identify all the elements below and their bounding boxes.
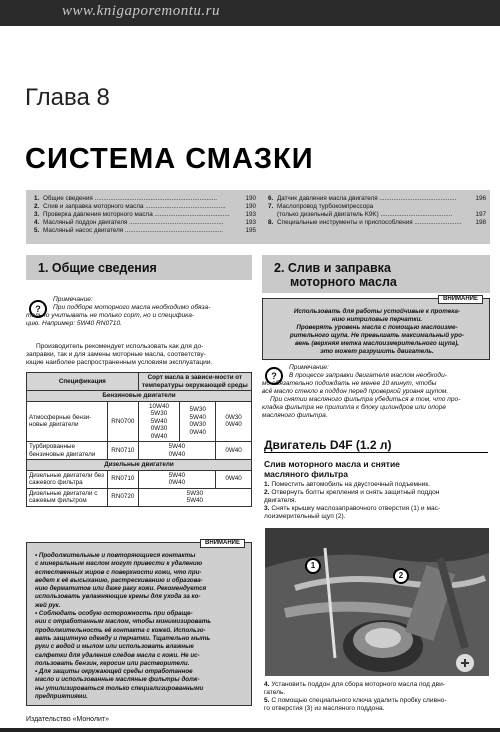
- warning-box-skin: ВНИМАНИЕ • Продолжительные и повторяющиеся контакты с минеральным маслом могут привести к удалению естественных жиров с поверхности кожи, что при- ведет к её высыханию, растрескиванию и образова- нию дерматитов или даже раку кожи. Рекомендуется использовать увлажняющие кремы для ухода за ко- жей рук. • Соблюдать особую осторожность при обраще- нии с отработанным маслом, чтобы минимизировать продолжительность её контакта с кожей. Использо- вать защитную одежду и перчатки. Тщательно мыть руки с водой и мылом или использовать влажные салфетки для удаления следов масла с кожи. Не ис- пользовать бензин, керосин или растворители. • Для защиты окружающей среды отработанное масло и использованные масляные фильтры долж- ны утилизироваться только специализированными предприятиями.: [26, 542, 252, 706]
- note-1: ? Примечание: При подборе моторного масла необходимо обяза- тельно учитывать не только сорт, но и специфика- цию. Например: 5W40 RN0710.: [26, 296, 211, 327]
- engine-photo-illustration: [265, 528, 489, 676]
- toc-box: [26, 190, 490, 244]
- toc-item: 7. Маслопровод турбокомпрессора: [268, 203, 374, 210]
- pin-icon: ?: [29, 300, 47, 318]
- subheading: Слив моторного масла и снятие масляного фильтра: [264, 459, 400, 479]
- table-row: Дизельные двигатели с сажевым фильтром RN0720 5W30 5W40: [27, 488, 252, 506]
- table-row: Дизельные двигатели без сажевого фильтра RN0710 5W40 0W40 0W40: [27, 470, 252, 488]
- divider: [264, 452, 488, 453]
- toc-left: [34, 195, 256, 235]
- engine-photo: [265, 528, 489, 676]
- col-spec-header: Спецификация: [27, 373, 139, 391]
- oil-spec-table: [26, 372, 252, 507]
- toc-item: 3. Проверка давления моторного масла ........................................... 193: [34, 211, 256, 218]
- step: 3. Снять крышку маслозаправочного отверстия (1) и мас-: [264, 505, 441, 512]
- toc-item: 4. Масляный поддон двигателя ...................................................... 193: [34, 219, 256, 226]
- intro-paragraph: Производитель рекомендует использовать как для до- заправки, так и для замены моторные масла, соответству- ющие наиболее распространенным условиям эксплуатации.: [26, 343, 213, 366]
- group-diesel: Дизельные двигатели: [27, 460, 252, 471]
- pin-icon: ?: [265, 367, 283, 385]
- group-petrol: Бензиновые двигатели: [27, 391, 252, 402]
- callout-1: 1: [305, 558, 321, 574]
- step: 2. Отвернуть болты крепления и снять защитный поддон: [264, 489, 440, 496]
- steps-bottom: [264, 681, 490, 713]
- bottom-edge: [0, 728, 500, 732]
- callout-2: 2: [393, 568, 409, 584]
- step: двигателя.: [264, 497, 297, 504]
- publisher-footer: Издательство «Монолит»: [26, 716, 110, 723]
- section-header-drain-fill: 2. Слив и заправка моторного масла: [262, 255, 490, 293]
- table-row: Атмосферные бензи-новые двигатели RN0700 10W40 5W30 5W40 0W30 0W40 5W30 5W40 0W30 0W40 0W30 0W40: [27, 401, 252, 442]
- page-title: СИСТЕМА СМАЗКИ: [25, 143, 314, 175]
- watermark-text: www.knigaporemontu.ru: [62, 3, 221, 19]
- toc-item: 6. Датчик давления масла двигателя ............................................ 196: [268, 195, 486, 202]
- step: 4. Установить поддон для сбора моторного масла под дви-: [264, 681, 445, 688]
- chapter-label: Глава 8: [25, 84, 110, 111]
- toc-item: 5. Масляный насос двигателя ........................................................ 195: [34, 227, 256, 234]
- toc-item: (только дизельный двигатель K9K) ......................................... 197: [277, 211, 486, 218]
- step: гатель.: [264, 689, 286, 696]
- step: го отверстия (3) из масляного поддона.: [264, 705, 385, 712]
- step: лоизмерительный щуп (2).: [264, 513, 346, 520]
- toc-item: 1. Общие сведения ...................................................................... 190: [34, 195, 256, 202]
- step: 5. С помощью специального ключа удалить пробку сливно-: [264, 697, 447, 704]
- note-2: ? Примечание: В процессе заправки двигателя маслом необходи- мо обязательно подождать не менее 10 минут, чтобы всё масло стекло в поддон перед проверкой уровня щупом. При снятии масляного фильтра убедиться в том, что про- кладка фильтра не прилипла к блоку цилиндров или опоре масляного фильтра.: [262, 364, 461, 419]
- engine-heading: Двигатель D4F (1.2 л): [264, 438, 392, 452]
- table-row: Турбированные бензиновые двигатели RN0710 5W40 0W40 0W40: [27, 442, 252, 460]
- toc-item: 8. Специальные инструменты и приспособления ........................... 198: [268, 219, 486, 226]
- watermark-bar: [0, 0, 500, 26]
- section-header-general: 1. Общие сведения: [26, 255, 252, 280]
- warning-label: ВНИМАНИЕ: [438, 295, 483, 304]
- step: 1. Поместить автомобиль на двустоечный подъемник.: [264, 481, 431, 488]
- toc-right: [268, 195, 486, 227]
- col-grade-header: Сорт масла в зависи-мости от температуры окружающей среды: [138, 373, 251, 391]
- warning-box-gloves: ВНИМАНИЕ Использовать для работы устойчивые к протека- нию нитриловые перчатки. Проверять уровень масла с помощью маслоизме- рительного щупа. Не превышать максимальный уро- вень (верхняя метка маслоизмерительного щупа), это может разрушить двигатель.: [262, 298, 490, 360]
- warning-label: ВНИМАНИЕ: [200, 539, 245, 548]
- toc-item: 2. Слив и заправка моторного масла .............................................. 190: [34, 203, 256, 210]
- steps-top: [264, 481, 490, 521]
